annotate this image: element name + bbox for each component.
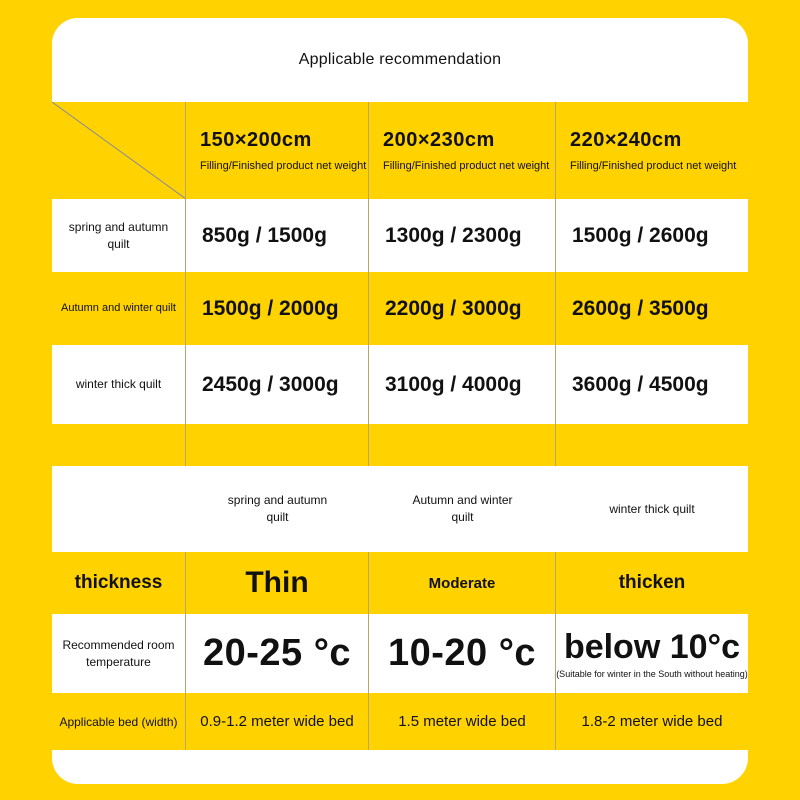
size-header-3 xyxy=(556,102,748,199)
thickness-value: Thin xyxy=(245,566,309,599)
size-label: 150×200cm xyxy=(200,129,312,151)
thickness-value: Moderate xyxy=(428,574,496,592)
season-label: spring and autumn quilt xyxy=(227,493,328,524)
row-label: spring and autumn quilt xyxy=(68,219,169,251)
weight-value: 2600g / 3500g xyxy=(572,296,709,320)
weight-value: 1500g / 2600g xyxy=(572,223,709,247)
bed-value: 1.5 meter wide bed xyxy=(398,713,526,730)
temperature-value: below 10°c xyxy=(563,628,741,666)
temperature-label: Recommended room temperature xyxy=(62,637,175,669)
size-sub-label: Filling/Finished product net weight xyxy=(383,160,550,172)
weight-value: 3600g / 4500g xyxy=(572,372,709,396)
row-label: winter thick quilt xyxy=(75,377,162,391)
season-label: Autumn and winter quilt xyxy=(412,493,513,524)
weight-value: 1300g / 2300g xyxy=(385,223,522,247)
season-header-row xyxy=(52,466,748,553)
thickness-value: thicken xyxy=(618,572,686,593)
bed-value: 0.9-1.2 meter wide bed xyxy=(200,713,354,730)
season-label: winter thick quilt xyxy=(609,501,695,516)
weight-value: 2200g / 3000g xyxy=(385,296,522,320)
size-header-row xyxy=(52,102,748,200)
weight-row-winter-thick xyxy=(52,345,748,425)
recommendation-card xyxy=(52,18,748,784)
size-sub-label: Filling/Finished product net weight xyxy=(570,160,737,172)
spacer-row xyxy=(52,424,748,466)
size-sub-label: Filling/Finished product net weight xyxy=(200,160,367,172)
weight-value: 2450g / 3000g xyxy=(202,372,339,396)
thickness-label: thickness xyxy=(74,572,163,593)
corner-cell xyxy=(52,102,186,199)
weight-value: 850g / 1500g xyxy=(202,223,327,247)
weight-row-autumn-winter xyxy=(52,272,748,346)
size-header-2 xyxy=(369,102,556,199)
temperature-note: (Suitable for winter in the South without heating) xyxy=(556,669,748,679)
bed-label: Applicable bed (width) xyxy=(59,714,178,729)
diagonal-divider xyxy=(52,102,186,199)
row-label: Autumn and winter quilt xyxy=(61,302,176,314)
weight-value: 3100g / 4000g xyxy=(385,372,522,396)
title-row xyxy=(52,18,748,102)
temperature-row xyxy=(52,614,748,694)
size-header-1 xyxy=(186,102,369,199)
temperature-value: 20-25 °c xyxy=(202,632,352,674)
size-label: 200×230cm xyxy=(383,129,495,151)
size-label: 220×240cm xyxy=(570,129,682,151)
temperature-value: 10-20 °c xyxy=(387,632,537,674)
weight-value: 1500g / 2000g xyxy=(202,296,339,320)
bed-row xyxy=(52,693,748,750)
bed-value: 1.8-2 meter wide bed xyxy=(581,713,723,730)
weight-row-spring-autumn xyxy=(52,199,748,273)
thickness-row xyxy=(52,552,748,615)
table-title: Applicable recommendation xyxy=(298,51,502,68)
